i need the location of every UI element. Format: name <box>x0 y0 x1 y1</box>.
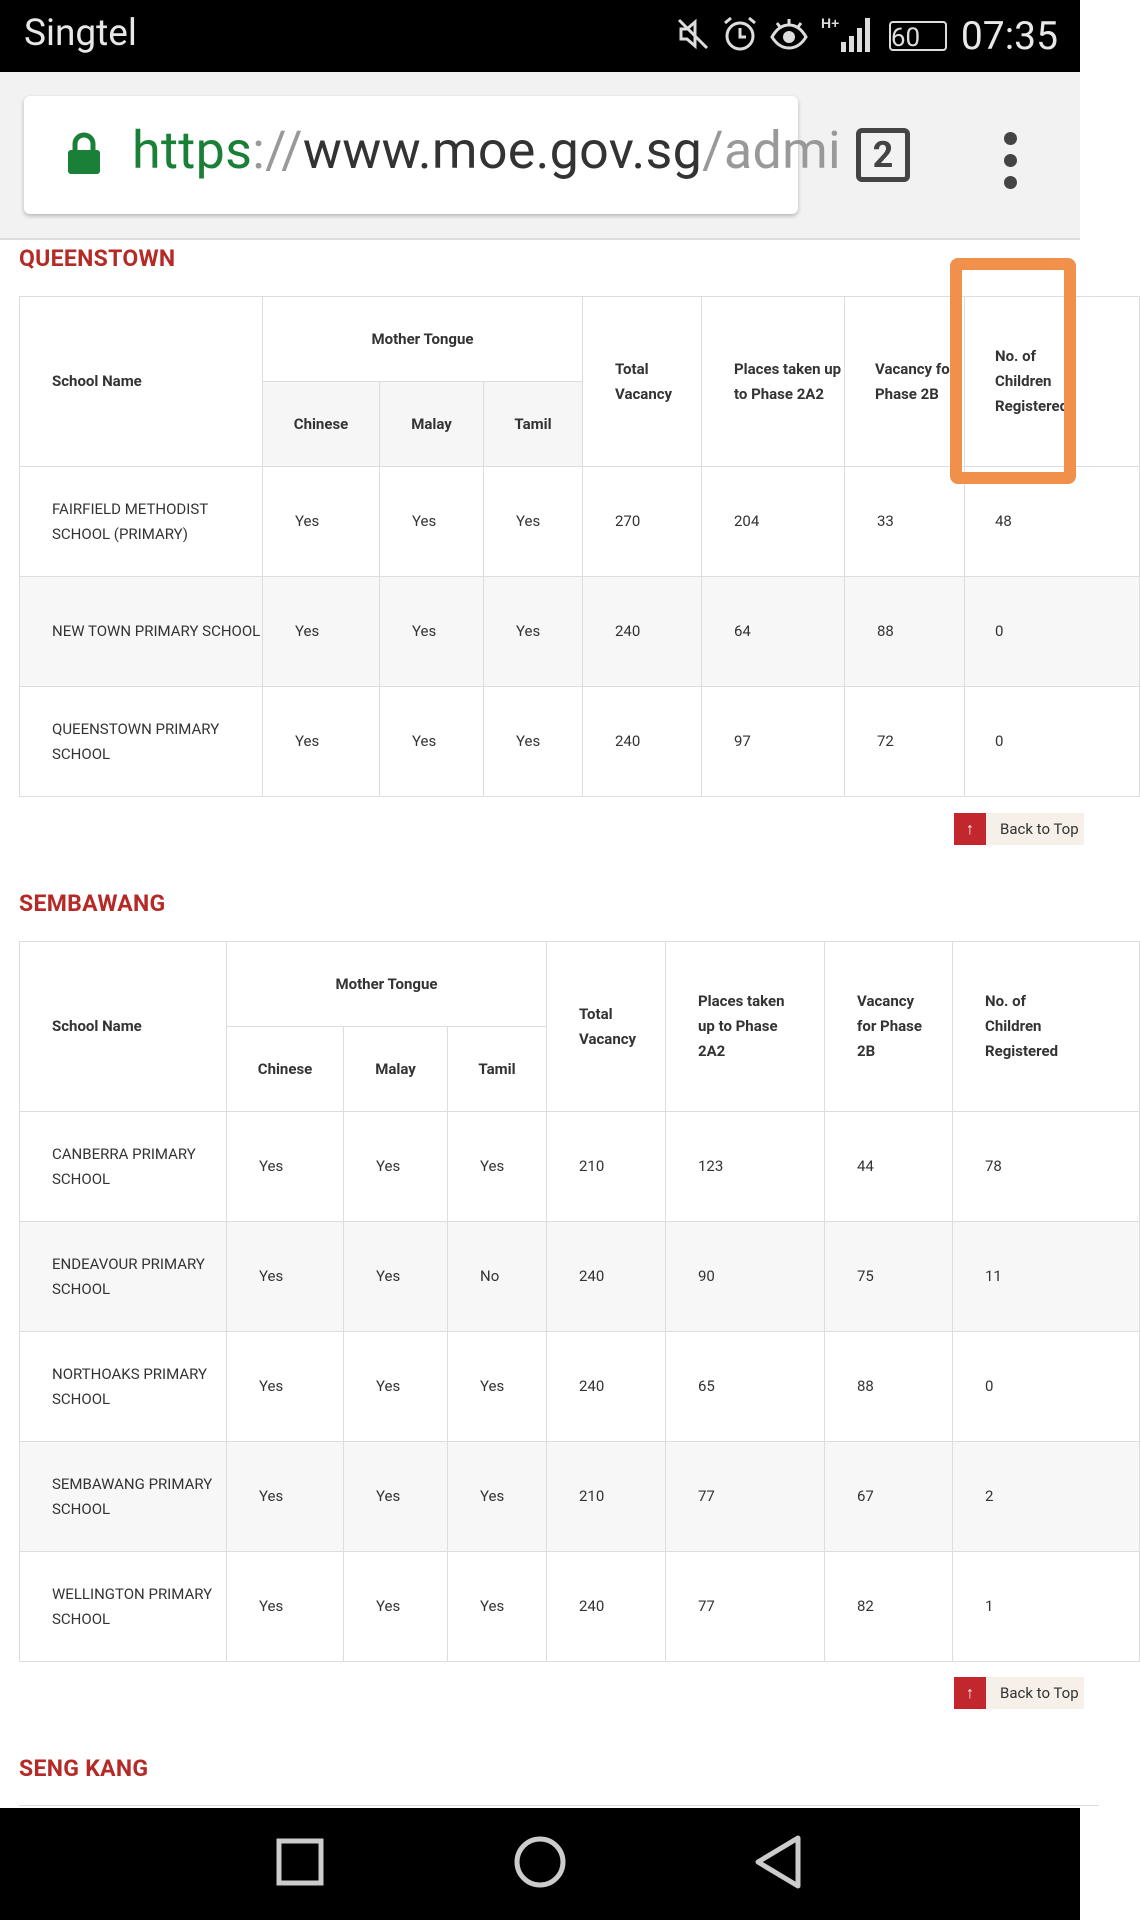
school-name: NORTHOAKS PRIMARY SCHOOL <box>20 1332 227 1442</box>
total-vacancy-cell: 240 <box>547 1222 666 1332</box>
vacancy-2b-cell: 82 <box>825 1552 953 1662</box>
vacancy-2b-cell: 88 <box>825 1332 953 1442</box>
tamil-cell: Yes <box>484 687 583 797</box>
battery-icon <box>889 21 947 51</box>
section-title-queenstown: QUEENSTOWN <box>19 245 176 272</box>
chinese-cell: Yes <box>227 1222 344 1332</box>
header-children-registered: No. of Children Registered <box>965 297 1140 467</box>
table-row <box>20 1112 1140 1222</box>
eye-comfort-icon <box>769 17 809 55</box>
school-name: FAIRFIELD METHODIST SCHOOL (PRIMARY) <box>20 467 263 577</box>
school-name: WELLINGTON PRIMARY SCHOOL <box>20 1552 227 1662</box>
places-taken-cell: 90 <box>666 1222 825 1332</box>
places-taken-cell: 123 <box>666 1112 825 1222</box>
school-name: NEW TOWN PRIMARY SCHOOL <box>20 577 263 687</box>
chinese-cell: Yes <box>227 1112 344 1222</box>
header-malay: Malay <box>344 1027 448 1112</box>
url-path: /admi <box>702 120 841 181</box>
back-to-top-label: Back to Top <box>1000 820 1079 838</box>
chinese-cell: Yes <box>227 1332 344 1442</box>
tamil-cell: Yes <box>448 1442 547 1552</box>
registered-cell: 0 <box>965 577 1140 687</box>
malay-cell: Yes <box>380 577 484 687</box>
vacancy-2b-cell: 72 <box>845 687 965 797</box>
total-vacancy-cell: 210 <box>547 1442 666 1552</box>
status-bar <box>0 0 1080 72</box>
registered-cell: 11 <box>953 1222 1140 1332</box>
school-name: QUEENSTOWN PRIMARY SCHOOL <box>20 687 263 797</box>
malay-cell: Yes <box>344 1552 448 1662</box>
url-scheme: https <box>132 120 253 181</box>
places-taken-cell: 77 <box>666 1442 825 1552</box>
tamil-cell: Yes <box>484 467 583 577</box>
total-vacancy-cell: 240 <box>583 577 702 687</box>
highlight-annotation <box>950 258 1076 484</box>
lock-icon <box>66 132 102 180</box>
signal-icon <box>821 14 877 58</box>
mute-icon <box>675 16 711 56</box>
total-vacancy-cell: 210 <box>547 1112 666 1222</box>
alarm-icon <box>721 15 759 57</box>
chinese-cell: Yes <box>227 1442 344 1552</box>
total-vacancy-cell: 240 <box>547 1332 666 1442</box>
back-to-top-label: Back to Top <box>1000 1684 1079 1702</box>
arrow-up-icon: ↑ <box>954 1677 986 1709</box>
header-places-taken: Places taken up to Phase 2A2 <box>702 297 845 467</box>
places-taken-cell: 65 <box>666 1332 825 1442</box>
header-mother-tongue: Mother Tongue <box>227 942 547 1027</box>
total-vacancy-cell: 240 <box>547 1552 666 1662</box>
tamil-cell: Yes <box>448 1112 547 1222</box>
table-row <box>20 1442 1140 1552</box>
malay-cell: Yes <box>380 687 484 797</box>
header-mother-tongue: Mother Tongue <box>263 297 583 382</box>
chinese-cell: Yes <box>263 577 380 687</box>
url-text[interactable] <box>132 120 841 181</box>
section-title-seng-kang: SENG KANG <box>19 1755 149 1782</box>
recent-apps-icon[interactable] <box>274 1832 326 1896</box>
places-taken-cell: 77 <box>666 1552 825 1662</box>
back-to-top-button[interactable] <box>954 1677 1084 1709</box>
tamil-cell: Yes <box>448 1552 547 1662</box>
header-children-registered: No. of Children Registered <box>953 942 1140 1112</box>
table-row <box>20 1332 1140 1442</box>
back-icon[interactable] <box>752 1832 808 1896</box>
tamil-cell: No <box>448 1222 547 1332</box>
tab-switcher-button[interactable]: 2 <box>856 128 910 182</box>
more-menu-icon[interactable] <box>1004 132 1018 198</box>
header-tamil: Tamil <box>484 382 583 467</box>
registered-cell: 2 <box>953 1442 1140 1552</box>
page-content <box>0 240 1080 1808</box>
carrier-name: Singtel <box>24 12 137 55</box>
places-taken-cell: 64 <box>702 577 845 687</box>
tamil-cell: Yes <box>484 577 583 687</box>
malay-cell: Yes <box>344 1112 448 1222</box>
header-chinese: Chinese <box>227 1027 344 1112</box>
header-tamil: Tamil <box>448 1027 547 1112</box>
header-places-taken: Places taken up to Phase 2A2 <box>666 942 825 1112</box>
school-name: CANBERRA PRIMARY SCHOOL <box>20 1112 227 1222</box>
clock: 07:35 <box>960 13 1058 59</box>
back-to-top-button[interactable] <box>954 813 1084 845</box>
header-school-name: School Name <box>20 942 227 1112</box>
header-malay: Malay <box>380 382 484 467</box>
vacancy-2b-cell: 75 <box>825 1222 953 1332</box>
vacancy-2b-cell: 67 <box>825 1442 953 1552</box>
table-row <box>20 577 1140 687</box>
url-separator: :// <box>252 120 303 181</box>
battery-level: 60 <box>890 23 921 53</box>
header-total-vacancy: Total Vacancy <box>583 297 702 467</box>
registered-cell: 48 <box>965 467 1140 577</box>
vacancy-2b-cell: 44 <box>825 1112 953 1222</box>
total-vacancy-cell: 270 <box>583 467 702 577</box>
places-taken-cell: 97 <box>702 687 845 797</box>
chinese-cell: Yes <box>227 1552 344 1662</box>
places-taken-cell: 204 <box>702 467 845 577</box>
malay-cell: Yes <box>344 1442 448 1552</box>
chinese-cell: Yes <box>263 687 380 797</box>
svg-text:H+: H+ <box>820 15 840 31</box>
navigation-bar <box>0 1808 1080 1920</box>
registered-cell: 1 <box>953 1552 1140 1662</box>
registered-cell: 0 <box>965 687 1140 797</box>
malay-cell: Yes <box>344 1332 448 1442</box>
header-vacancy-2b: Vacancy for Phase 2B <box>845 297 965 467</box>
url-host: www.moe.gov.sg <box>302 120 703 181</box>
home-icon[interactable] <box>510 1832 570 1896</box>
school-name: SEMBAWANG PRIMARY SCHOOL <box>20 1442 227 1552</box>
vacancy-2b-cell: 33 <box>845 467 965 577</box>
malay-cell: Yes <box>344 1222 448 1332</box>
table-row <box>20 1552 1140 1662</box>
malay-cell: Yes <box>380 467 484 577</box>
registered-cell: 0 <box>953 1332 1140 1442</box>
header-vacancy-2b: Vacancy for Phase 2B <box>825 942 953 1112</box>
address-bar[interactable] <box>24 96 841 214</box>
registered-cell: 78 <box>953 1112 1140 1222</box>
header-chinese: Chinese <box>263 382 380 467</box>
school-name: ENDEAVOUR PRIMARY SCHOOL <box>20 1222 227 1332</box>
arrow-up-icon: ↑ <box>954 813 986 845</box>
table-row <box>20 1222 1140 1332</box>
chinese-cell: Yes <box>263 467 380 577</box>
table-row <box>20 687 1140 797</box>
header-total-vacancy: Total Vacancy <box>547 942 666 1112</box>
browser-toolbar <box>0 72 1080 240</box>
section-title-sembawang: SEMBAWANG <box>19 890 166 917</box>
tamil-cell: Yes <box>448 1332 547 1442</box>
sembawang-table <box>19 941 1140 1662</box>
vacancy-2b-cell: 88 <box>845 577 965 687</box>
total-vacancy-cell: 240 <box>583 687 702 797</box>
header-school-name: School Name <box>20 297 263 467</box>
